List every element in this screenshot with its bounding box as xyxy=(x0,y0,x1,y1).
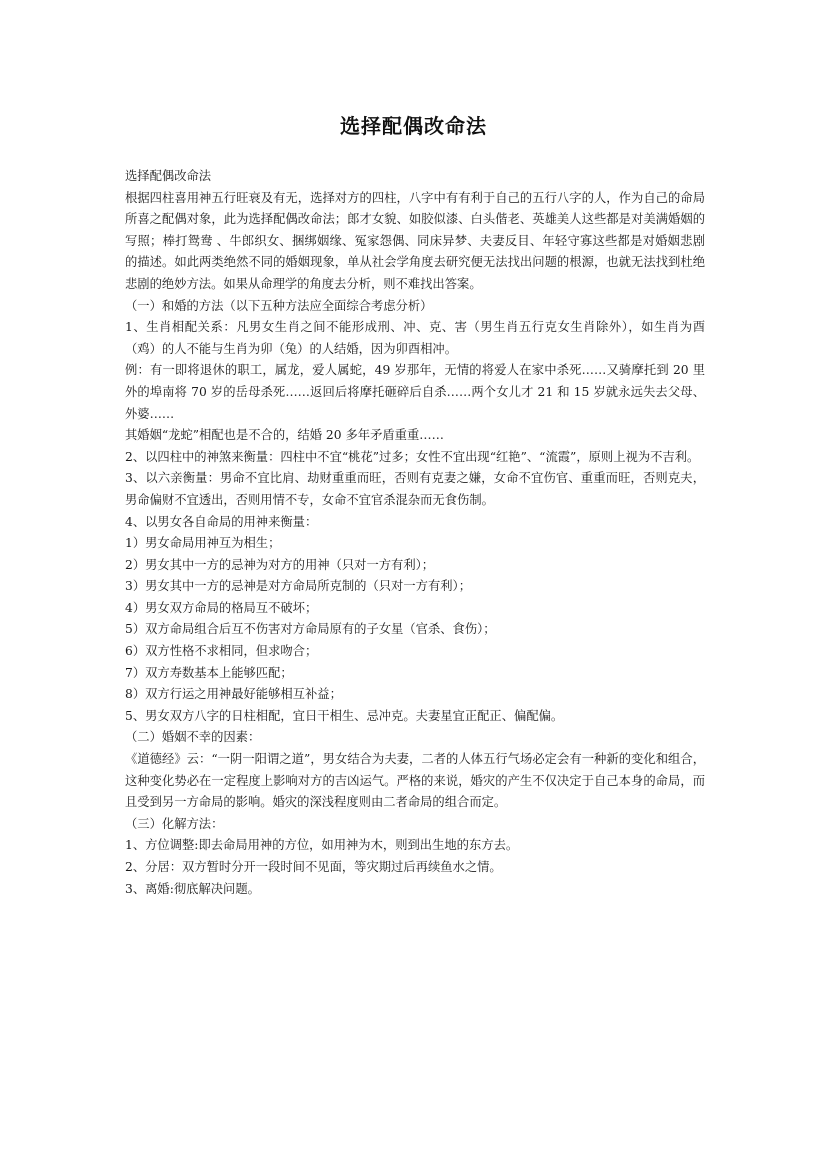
paragraph: 5、男女双方八字的日柱相配，宜日干相生、忌冲克。夫妻星宜正配正、偏配偏。 xyxy=(125,708,564,723)
section-heading: （一）和婚的方法（以下五种方法应全面综合考虑分析） xyxy=(125,298,433,313)
list-item: 5）双方命局组合后互不伤害对方命局原有的子女星（官杀、食伤）； xyxy=(125,622,496,637)
list-item: 6）双方性格不求相同，但求吻合； xyxy=(125,644,318,659)
list-item: 7）双方寿数基本上能够匹配； xyxy=(125,665,293,680)
document-title: 选择配偶改命法 xyxy=(340,114,487,138)
list-item: 3）男女其中一方的忌神是对方命局所克制的（只对一方有利）； xyxy=(125,579,471,594)
list-item: 8）双方行运之用神最好能够相互补益； xyxy=(125,687,342,702)
paragraph: 根据四柱喜用神五行旺衰及有无，选择对方的四柱，八字中有有利于自己的五行八字的人，作为自己的命局所喜之配偶对象，此为选择配偶改命法；郎才女貌、如胶似漆、白头偕老、英雄美人这些都是对美满婚姻的写照；棒打鸳鸯 、牛郎织女、捆绑姻缘、冤家怨偶、同床异梦、夫妻反目、年轻守寡这些都是对婚姻悲剧的描述。如此两类绝然不同的婚姻现象，单从社会学角度去研究便无法找出问题的根源，也就无法找到杜绝悲剧的绝妙方法。如果从命理学的角度去分析，则不难找出答案。 xyxy=(125,190,705,291)
paragraph: 3、以六亲衡量：男命不宜比肩、劫财重重而旺，否则有克妻之嫌，女命不宜伤官、重重而旺，否则克夫，男命偏财不宜透出，否则用情不专，女命不宜官杀混杂而无食伤制。 xyxy=(125,471,705,507)
paragraph: 《道德经》云：“一阴一阳谓之道”，男女结合为夫妻，二者的人体五行气场必定会有一种新的变化和组合，这种变化势必在一定程度上影响对方的吉凶运气。严格的来说，婚灾的产生不仅决定于自己本身的命局，而且受到另一方命局的影响。婚灾的深浅程度则由二者命局的组合而定。 xyxy=(125,752,705,810)
paragraph: 1、方位调整:即去命局用神的方位，如用神为木，则到出生地的东方去。 xyxy=(125,838,519,853)
paragraph: 2、以四柱中的神煞来衡量：四柱中不宜“桃花”过多；女性不宜出现“红艳”、“流霞”，原则上视为不吉利。 xyxy=(125,449,700,464)
section-heading: （二）婚姻不幸的因素： xyxy=(125,730,261,745)
paragraph: 例：有一即将退休的职工，属龙，爱人属蛇，49 岁那年，无情的将爱人在家中杀死……又骑摩托到 20 里外的埠南将 70 岁的岳母杀死……返回后将摩托砸碎后自杀……两个女儿才 21 和 15 岁就永远失去父母、外婆…… xyxy=(125,363,705,421)
paragraph: 选择配偶改命法 xyxy=(125,169,212,183)
paragraph: 3、离婚:彻底解决问题。 xyxy=(125,881,260,896)
section-heading: （三）化解方法： xyxy=(125,816,224,831)
document-body xyxy=(125,166,705,900)
paragraph: 1、生肖相配关系：凡男女生肖之间不能形成刑、冲、克、害（男生肖五行克女生肖除外），如生肖为酉（鸡）的人不能与生肖为卯（兔）的人结婚，因为卯酉相冲。 xyxy=(125,320,705,356)
list-item: 1）男女命局用神互为相生； xyxy=(125,536,281,551)
paragraph: 4、以男女各自命局的用神来衡量： xyxy=(125,514,318,529)
paragraph: 其婚姻“龙蛇”相配也是不合的，结婚 20 多年矛盾重重…… xyxy=(125,428,444,443)
list-item: 2）男女其中一方的忌神为对方的用神（只对一方有利）； xyxy=(125,557,435,572)
list-item: 4）男女双方命局的格局互不破坏； xyxy=(125,600,318,615)
paragraph: 2、分居：双方暂时分开一段时间不见面，等灾期过后再续鱼水之情。 xyxy=(125,860,502,874)
